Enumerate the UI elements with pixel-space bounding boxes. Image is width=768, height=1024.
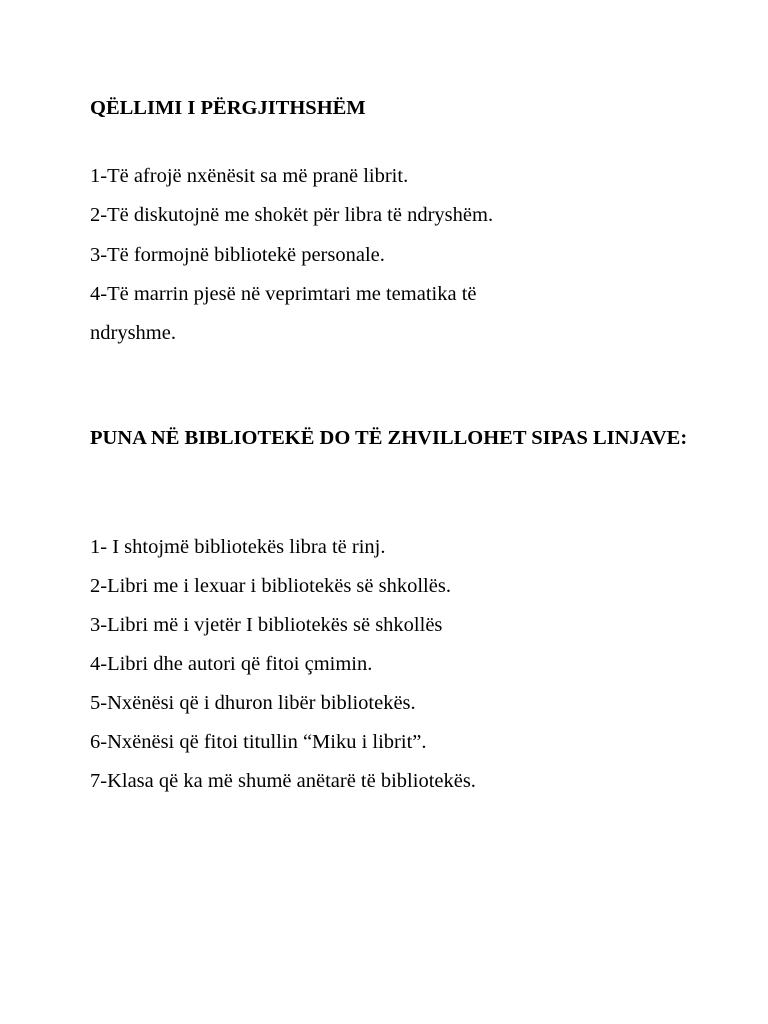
goal-item: 1-Të afrojë nxënësit sa më pranë librit. [90, 165, 409, 187]
work-line-item: 6-Nxënësi që fitoi titullin “Miku i librit”. [90, 731, 427, 753]
section-heading-general-goal: QËLLIMI I PËRGJITHSHËM [90, 97, 366, 119]
work-line-item: 4-Libri dhe autori që fitoi çmimin. [90, 653, 373, 675]
section-heading-library-work: PUNA NË BIBLIOTEKË DO TË ZHVILLOHET SIPAS LINJAVE: [90, 427, 688, 449]
work-line-item: 3-Libri më i vjetër I bibliotekës së shkollës [90, 614, 443, 636]
goal-item: 3-Të formojnë bibliotekë personale. [90, 244, 385, 266]
work-line-item: 5-Nxënësi që i dhuron libër bibliotekës. [90, 692, 416, 714]
goal-item: 4-Të marrin pjesë në veprimtari me tematika të [90, 283, 477, 305]
work-line-item: 7-Klasa që ka më shumë anëtarë të bibliotekës. [90, 770, 476, 792]
goal-item: 2-Të diskutojnë me shokët për libra të ndryshëm. [90, 204, 494, 226]
work-line-item: 2-Libri me i lexuar i bibliotekës së shkollës. [90, 575, 451, 597]
work-line-item: 1- I shtojmë bibliotekës libra të rinj. [90, 536, 386, 558]
goal-item-continuation: ndryshme. [90, 322, 176, 344]
